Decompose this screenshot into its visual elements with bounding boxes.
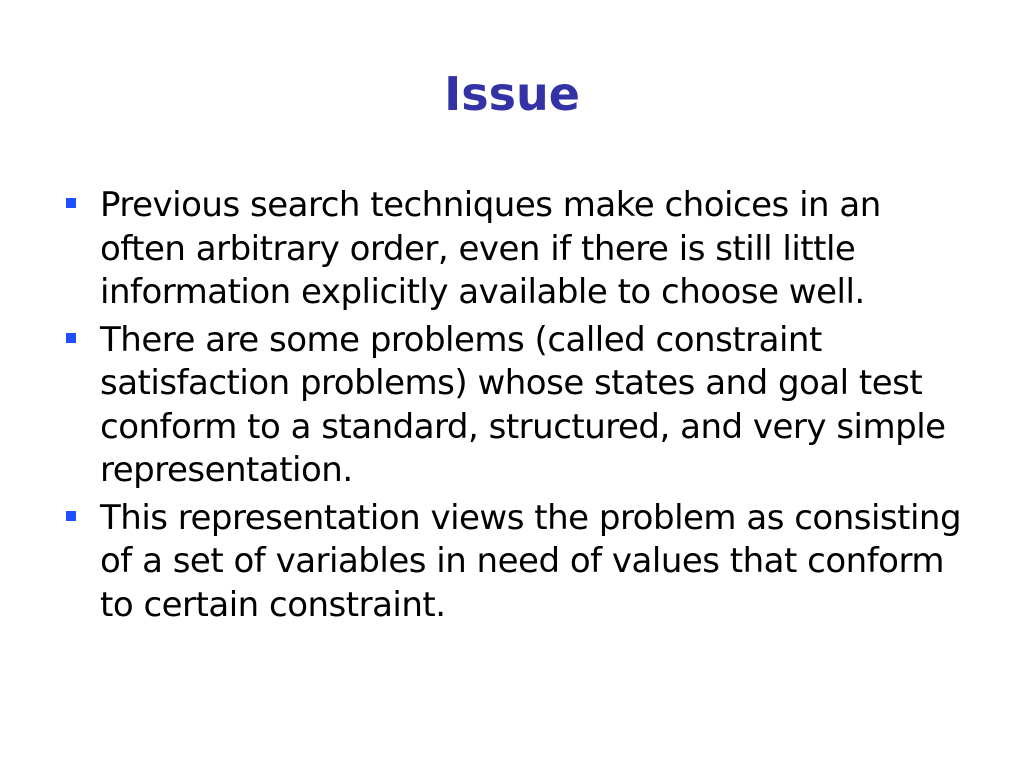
- bullet-item: [62, 497, 962, 628]
- bullet-text: This representation views the problem as consisting of a set of variables in need of values that conform to certain constraint.: [100, 497, 962, 625]
- square-bullet-icon: [66, 511, 76, 521]
- bullet-item: [62, 184, 962, 315]
- slide-title: Issue: [444, 67, 580, 121]
- square-bullet-icon: [66, 333, 76, 343]
- bullet-item: [62, 319, 962, 493]
- bullet-list: [62, 184, 962, 631]
- square-bullet-icon: [66, 198, 76, 208]
- bullet-text: Previous search techniques make choices in an often arbitrary order, even if there is still little information explicitly available to choose well.: [100, 185, 881, 312]
- bullet-text: There are some problems (called constraint satisfaction problems) whose states and goal test conform to a standard, structured, and very simple representation.: [100, 319, 946, 490]
